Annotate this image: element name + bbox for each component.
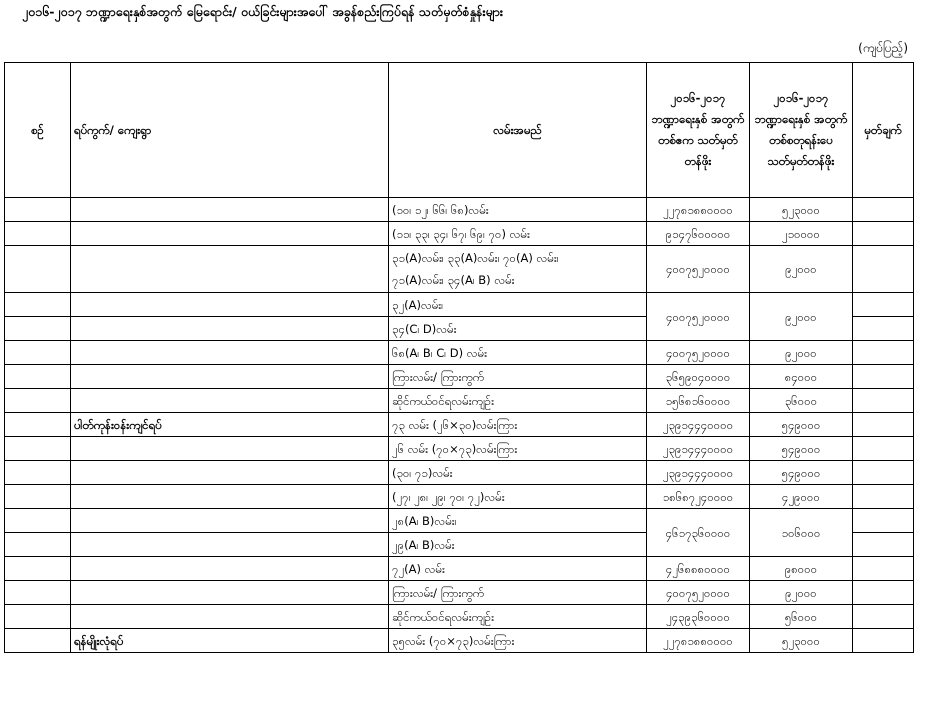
cell-road [389, 557, 647, 581]
cell-no [5, 557, 71, 581]
cell-road [389, 198, 647, 222]
cell-rate-acre: ၉၁၄၇၆၀၀၀၀၀ [647, 222, 750, 246]
road-line: ၂၈(A၊ B)လမ်း၊ [392, 513, 457, 528]
road-line: (၁၀၊ ၁၂၊ ၆၆၊ ၆၈)လမ်း [392, 202, 489, 217]
road-line: ၇၁(A)လမ်း၊ ၃၄(A၊ B) လမ်း [392, 273, 515, 287]
cell-road [389, 413, 647, 437]
header-road: လမ်းအမည် [389, 63, 647, 198]
table-row [5, 198, 914, 222]
cell-township [71, 198, 389, 222]
table-row [5, 222, 914, 246]
table-row [5, 605, 914, 629]
cell-rate-sqft: ၉၈၀၀၀ [750, 557, 853, 581]
cell-remarks [853, 509, 914, 533]
cell-rate-acre: ၄၀၀၇၅၂၀၀၀၀ [647, 341, 750, 365]
table-row [5, 485, 914, 509]
table-row [5, 413, 914, 437]
cell-no [5, 581, 71, 605]
cell-remarks [853, 557, 914, 581]
cell-remarks [853, 629, 914, 653]
cell-remarks [853, 341, 914, 365]
cell-rate-acre: ၂၄၃၉၃၆၀၀၀၀ [647, 605, 750, 629]
cell-road [389, 317, 647, 341]
cell-rate-sqft: ၈၄၀၀၀ [750, 365, 853, 389]
cell-no [5, 629, 71, 653]
table-row [5, 389, 914, 413]
road-line: ဆိုင်ကယ်ဝင်ရလမ်းကျဉ်း [392, 393, 494, 408]
cell-rate-sqft: ၉၂၀၀၀ [750, 246, 853, 293]
cell-no [5, 198, 71, 222]
road-line: (၃၀၊ ၇၁)လမ်း [392, 465, 453, 480]
cell-township [71, 437, 389, 461]
cell-road [389, 461, 647, 485]
cell-rate-sqft: ၉၂၀၀၀ [750, 293, 853, 341]
table-body [5, 198, 914, 653]
cell-rate-sqft: ၅၂၃၀၀၀ [750, 629, 853, 653]
cell-road [389, 365, 647, 389]
cell-remarks [853, 293, 914, 317]
road-line: ကြားလမ်း/ ကြားကွက် [392, 369, 484, 384]
cell-township [71, 246, 389, 293]
road-line: ၆၈(A၊ B၊ C၊ D) လမ်း [392, 345, 488, 360]
cell-no [5, 509, 71, 533]
cell-road [389, 389, 647, 413]
cell-township [71, 341, 389, 365]
cell-rate-sqft: ၃၆၀၀၀ [750, 389, 853, 413]
rates-table [4, 62, 914, 653]
road-line: ၂၉(A၊ B)လမ်း [392, 537, 455, 552]
cell-rate-acre: ၄၀၀၇၅၂၀၀၀၀ [647, 293, 750, 341]
cell-rate-acre: ၄၀၀၇၅၂၀၀၀၀ [647, 581, 750, 605]
road-line: ၇၂(A) လမ်း [392, 561, 445, 576]
cell-no [5, 341, 71, 365]
cell-rate-sqft: ၅၄၉၀၀၀ [750, 413, 853, 437]
cell-no [5, 365, 71, 389]
cell-no [5, 317, 71, 341]
cell-remarks [853, 581, 914, 605]
cell-road [389, 533, 647, 557]
cell-no [5, 437, 71, 461]
cell-rate-acre: ၂၃၉၁၄၄၄၀၀၀၀ [647, 461, 750, 485]
cell-rate-sqft: ၅၄၉၀၀၀ [750, 437, 853, 461]
cell-rate-acre: ၄၆၁၇၃၆၀၀၀၀ [647, 509, 750, 557]
table-row [5, 557, 914, 581]
cell-rate-acre: ၄၀၀၇၅၂၀၀၀၀ [647, 246, 750, 293]
cell-rate-acre: ၂၃၉၁၄၄၄၀၀၀၀ [647, 437, 750, 461]
cell-township [71, 293, 389, 317]
cell-township [71, 485, 389, 509]
road-line: (၂၇၊ ၂၈၊ ၂၉၊ ၇၀၊ ၇၂)လမ်း [392, 489, 505, 504]
header-township: ရပ်ကွက်/ ကျေးရွာ [71, 63, 389, 198]
cell-no [5, 413, 71, 437]
road-line: ကြားလမ်း/ ကြားကွက် [392, 585, 484, 600]
table-row [5, 365, 914, 389]
road-line: ၃၄(C၊ D)လမ်း [392, 321, 457, 336]
cell-rate-sqft: ၉၂၀၀၀ [750, 341, 853, 365]
table-row [5, 629, 914, 653]
cell-township [71, 509, 389, 533]
cell-rate-sqft: ၅၄၉၀၀၀ [750, 461, 853, 485]
road-line: ၇၃ လမ်း (၂၆×၃၀)လမ်းကြား [392, 417, 518, 432]
cell-no [5, 461, 71, 485]
cell-no [5, 222, 71, 246]
road-line: ၃၅လမ်း (၇၀×၇၃)လမ်းကြား [392, 633, 515, 648]
cell-rate-sqft: ၁၀၆၀၀၀ [750, 509, 853, 557]
road-line: ၂၆ လမ်း (၇၀×၇၃)လမ်းကြား [392, 441, 518, 456]
cell-rate-sqft: ၉၂၀၀၀ [750, 581, 853, 605]
header-remarks: မှတ်ချက် [853, 63, 914, 198]
cell-rate-sqft: ၅၆၀၀၀ [750, 605, 853, 629]
cell-township [71, 389, 389, 413]
cell-township [71, 557, 389, 581]
cell-rate-acre: ၄၂၆၈၈၈၀၀၀၀ [647, 557, 750, 581]
cell-no [5, 605, 71, 629]
road-line: ဆိုင်ကယ်ဝင်ရလမ်းကျဉ်း [392, 609, 494, 624]
table-row [5, 509, 914, 533]
header-no: စဉ် [5, 63, 71, 198]
cell-township [71, 533, 389, 557]
cell-township: ပါတ်ကုန်းဝန်းကျင်ရပ် [71, 413, 389, 437]
cell-road [389, 437, 647, 461]
cell-road [389, 509, 647, 533]
cell-road [389, 629, 647, 653]
cell-rate-sqft: ၄၂၉၀၀၀ [750, 485, 853, 509]
cell-township [71, 317, 389, 341]
road-line: ၃၂(A)လမ်း၊ [392, 297, 444, 312]
cell-remarks [853, 317, 914, 341]
table-row [5, 341, 914, 365]
table-row [5, 581, 914, 605]
cell-township: ရန်မျိုးလုံရပ် [71, 629, 389, 653]
cell-no [5, 293, 71, 317]
cell-road [389, 605, 647, 629]
cell-remarks [853, 533, 914, 557]
cell-road [389, 246, 647, 293]
table-row [5, 246, 914, 293]
table-row [5, 437, 914, 461]
cell-no [5, 246, 71, 293]
cell-remarks [853, 605, 914, 629]
cell-remarks [853, 485, 914, 509]
header-rate-acre: ၂၀၁၆-၂၀၁၇ ဘဏ္ဍာရေးနှစ် အတွက် တစ်ဧက သတ်မှတ်တန်ဖိုး [647, 63, 750, 198]
cell-road [389, 222, 647, 246]
cell-road [389, 341, 647, 365]
cell-rate-acre: ၂၂၇၈၁၈၈၀၀၀၀ [647, 198, 750, 222]
cell-rate-acre: ၂၂၇၈၁၈၈၀၀၀၀ [647, 629, 750, 653]
cell-road [389, 581, 647, 605]
cell-remarks [853, 246, 914, 293]
road-line: ၃၁(A)လမ်း၊ ၃၃(A)လမ်း၊ ၇၀(A) လမ်း၊ [392, 251, 559, 265]
cell-no [5, 533, 71, 557]
header-rate-sqft: ၂၀၁၆-၂၀၁၇ ဘဏ္ဍာရေးနှစ် အတွက် တစ်စတုရန်းပေ သတ်မှတ်တန်ဖိုး [750, 63, 853, 198]
cell-rate-acre: ၂၃၉၁၄၄၄၀၀၀၀ [647, 413, 750, 437]
cell-no [5, 485, 71, 509]
cell-rate-acre: ၃၆၅၉၀၄၀၀၀၀ [647, 365, 750, 389]
road-line: (၁၁၊ ၃၃၊ ၃၄၊ ၆၇၊ ၆၉၊ ၇၀) လမ်း [392, 226, 530, 241]
cell-road [389, 293, 647, 317]
unit-label: (ကျပ်ပြည့်) [858, 41, 908, 55]
table-row [5, 461, 914, 485]
cell-rate-sqft: ၂၁၀၀၀၀ [750, 222, 853, 246]
cell-rate-sqft: ၅၂၃၀၀၀ [750, 198, 853, 222]
cell-remarks [853, 461, 914, 485]
cell-township [71, 222, 389, 246]
cell-remarks [853, 437, 914, 461]
cell-remarks [853, 413, 914, 437]
cell-road [389, 485, 647, 509]
cell-remarks [853, 222, 914, 246]
table-header-row [5, 63, 914, 198]
cell-rate-acre: ၁၈၆၈၇၂၄၀၀၀၀ [647, 485, 750, 509]
cell-township [71, 461, 389, 485]
cell-remarks [853, 365, 914, 389]
table-row [5, 293, 914, 317]
cell-rate-acre: ၁၅၆၈၁၆၀၀၀၀ [647, 389, 750, 413]
cell-township [71, 605, 389, 629]
document-title: ၂၀၁၆-၂၀၁၇ ဘဏ္ဍာရေးနှစ်အတွက် မြေရောင်း/ ဝယ်ခြင်းများအပေါ် အခွန်စည်းကြပ်ရန် သတ်မှတ်စံနှုန်းများ [22, 4, 504, 19]
cell-remarks [853, 389, 914, 413]
cell-no [5, 389, 71, 413]
cell-township [71, 581, 389, 605]
cell-remarks [853, 198, 914, 222]
cell-township [71, 365, 389, 389]
